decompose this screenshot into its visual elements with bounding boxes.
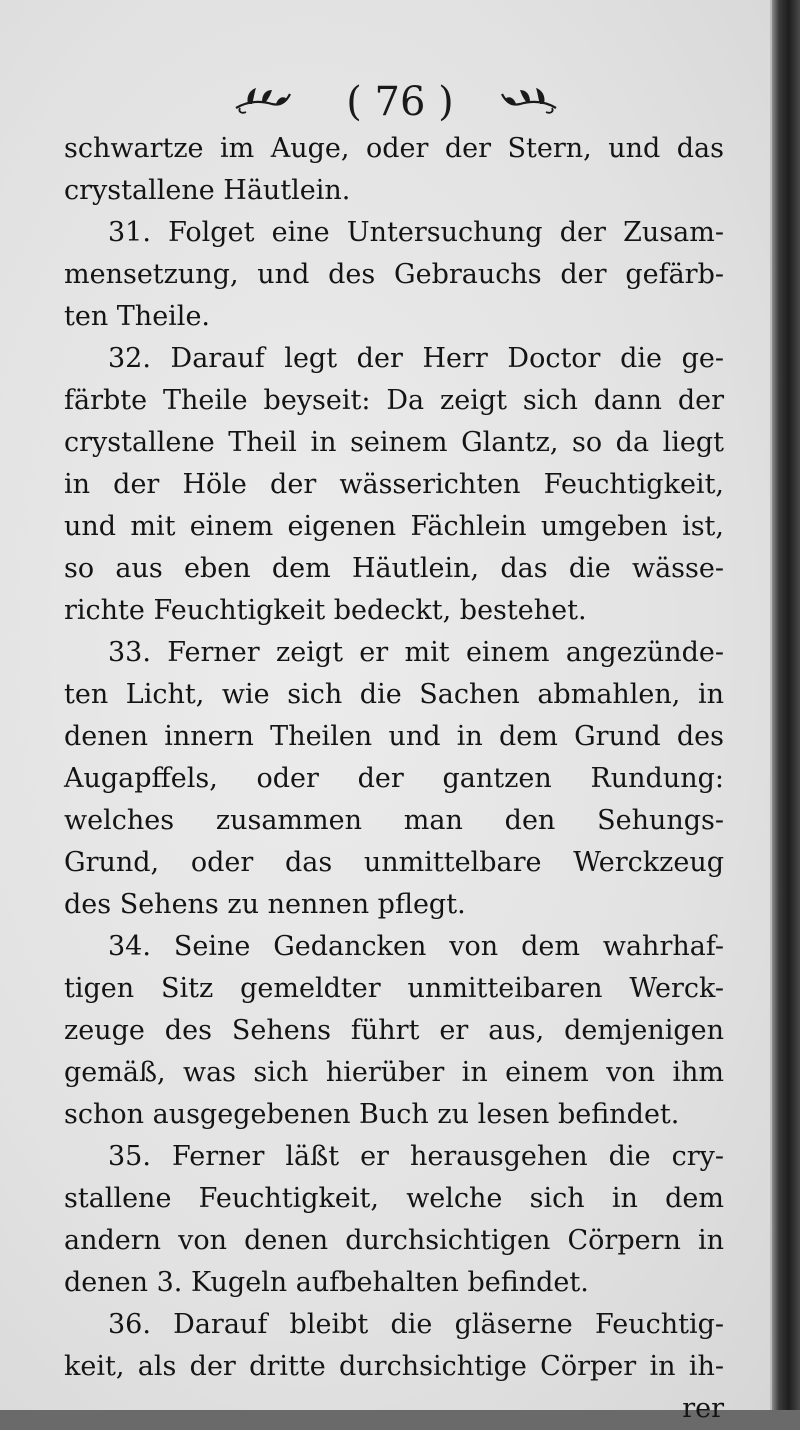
text-line: crystallene Theil in seinem Glantz, so da liegt	[64, 427, 724, 458]
text-line: zeuge des Sehens führt er aus, demjenigen	[64, 1015, 724, 1046]
page-number: ( 76 )	[346, 79, 454, 125]
text-line: schon ausgegebenen Buch zu lesen befindet.	[64, 1099, 680, 1130]
text-line: richte Feuchtigkeit bedeckt, bestehet.	[64, 595, 587, 626]
paragraph-35-start: 35. Ferner läßt er herausgehen die cry-	[108, 1141, 724, 1172]
text-line: gemäß, was sich hierüber in einem von ihm	[64, 1057, 724, 1088]
paragraph-36-start: 36. Darauf bleibt die gläserne Feuchtig-	[108, 1309, 724, 1340]
text-line: mensetzung, und des Gebrauchs der gefärb-	[64, 259, 724, 290]
catchword: rer	[682, 1393, 724, 1424]
text-line: des Sehens zu nennen pflegt.	[64, 889, 466, 920]
right-ornament-icon	[498, 82, 560, 116]
page-header	[0, 74, 800, 130]
text-line: welches zusammen man den Sehungs-	[64, 805, 724, 836]
text-line: stallene Feuchtigkeit, welche sich in dem	[64, 1183, 724, 1214]
text-line: Augapffels, oder der gantzen Rundung:	[64, 763, 724, 794]
text-line: ten Licht, wie sich die Sachen abmahlen, in	[64, 679, 724, 710]
text-line: denen innern Theilen und in dem Grund des	[64, 721, 724, 752]
paragraph-31-start: 31. Folget eine Untersuchung der Zusam-	[108, 217, 724, 248]
text-line: Grund, oder das unmittelbare Werckzeug	[64, 847, 724, 878]
text-line: denen 3. Kugeln aufbehalten befindet.	[64, 1267, 589, 1298]
text-line: crystallene Häutlein.	[64, 175, 351, 206]
text-line: keit, als der dritte durchsichtige Cörper in ih-	[64, 1351, 724, 1382]
text-line: und mit einem eigenen Fächlein umgeben ist,	[64, 511, 724, 542]
text-line: so aus eben dem Häutlein, das die wässe-	[64, 553, 724, 584]
text-line: andern von denen durchsichtigen Cörpern in	[64, 1225, 724, 1256]
paragraph-33-start: 33. Ferner zeigt er mit einem angezünde-	[108, 637, 724, 668]
text-line: in der Höle der wässerichten Feuchtigkeit,	[64, 469, 724, 500]
text-line: ten Theile.	[64, 301, 211, 332]
text-line: tigen Sitz gemeldter unmitteibaren Werck-	[64, 973, 724, 1004]
paragraph-34-start: 34. Seine Gedancken von dem wahrhaf-	[108, 931, 724, 962]
text-line: färbte Theile beyseit: Da zeigt sich dann der	[64, 385, 724, 416]
body-text	[64, 128, 724, 1430]
book-spine-edge	[772, 0, 800, 1410]
paragraph-32-start: 32. Darauf legt der Herr Doctor die ge-	[108, 343, 724, 374]
text-line: schwartze im Auge, oder der Stern, und das	[64, 133, 724, 164]
